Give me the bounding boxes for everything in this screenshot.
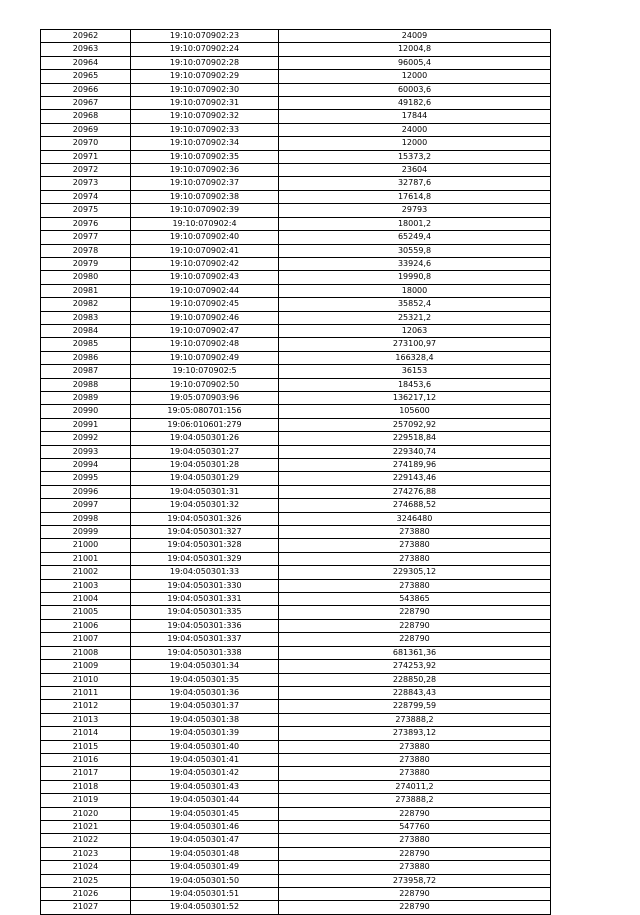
cadastral-number-cell: 19:04:050301:327 [131, 526, 279, 539]
row-number-cell: 21000 [41, 539, 131, 552]
row-number-cell: 20969 [41, 123, 131, 136]
cadastral-number-cell: 19:10:070902:43 [131, 271, 279, 284]
cadastral-number-cell: 19:04:050301:336 [131, 619, 279, 632]
value-cell: 274253,92 [279, 660, 551, 673]
value-cell: 29793 [279, 204, 551, 217]
value-cell: 273888,2 [279, 794, 551, 807]
cadastral-number-cell: 19:10:070902:33 [131, 123, 279, 136]
table-row [41, 351, 551, 364]
value-cell: 229305,12 [279, 566, 551, 579]
row-number-cell: 20999 [41, 526, 131, 539]
row-number-cell: 21011 [41, 686, 131, 699]
cadastral-number-cell: 19:04:050301:31 [131, 485, 279, 498]
value-cell: 273880 [279, 834, 551, 847]
table-row [41, 834, 551, 847]
value-cell: 15373,2 [279, 150, 551, 163]
cadastral-number-cell: 19:04:050301:33 [131, 566, 279, 579]
table-row [41, 231, 551, 244]
row-number-cell: 20992 [41, 432, 131, 445]
table-row [41, 861, 551, 874]
row-number-cell: 21023 [41, 847, 131, 860]
cadastral-number-cell: 19:04:050301:45 [131, 807, 279, 820]
cadastral-number-cell: 19:04:050301:35 [131, 673, 279, 686]
row-number-cell: 21001 [41, 552, 131, 565]
table-row [41, 660, 551, 673]
row-number-cell: 21022 [41, 834, 131, 847]
value-cell: 17844 [279, 110, 551, 123]
table-row [41, 888, 551, 901]
table-row [41, 123, 551, 136]
table-row [41, 727, 551, 740]
table-row [41, 30, 551, 43]
value-cell: 228790 [279, 847, 551, 860]
value-cell: 19990,8 [279, 271, 551, 284]
row-number-cell: 21027 [41, 901, 131, 914]
cadastral-number-cell: 19:04:050301:39 [131, 727, 279, 740]
row-number-cell: 20972 [41, 164, 131, 177]
cadastral-number-cell: 19:04:050301:40 [131, 740, 279, 753]
cadastral-number-cell: 19:04:050301:335 [131, 606, 279, 619]
table-row [41, 338, 551, 351]
row-number-cell: 21002 [41, 566, 131, 579]
value-cell: 17614,8 [279, 190, 551, 203]
value-cell: 228790 [279, 888, 551, 901]
value-cell: 257092,92 [279, 418, 551, 431]
cadastral-number-cell: 19:10:070902:49 [131, 351, 279, 364]
value-cell: 273893,12 [279, 727, 551, 740]
cadastral-number-cell: 19:04:050301:32 [131, 499, 279, 512]
cadastral-number-cell: 19:04:050301:38 [131, 713, 279, 726]
table-row [41, 526, 551, 539]
cadastral-number-cell: 19:10:070902:29 [131, 70, 279, 83]
table-row [41, 70, 551, 83]
cadastral-number-cell: 19:04:050301:37 [131, 700, 279, 713]
table-row [41, 740, 551, 753]
value-cell: 25321,2 [279, 311, 551, 324]
cadastral-number-cell: 19:10:070902:46 [131, 311, 279, 324]
value-cell: 273880 [279, 526, 551, 539]
cadastral-number-cell: 19:10:070902:44 [131, 284, 279, 297]
row-number-cell: 21019 [41, 794, 131, 807]
table-row [41, 807, 551, 820]
value-cell: 273880 [279, 753, 551, 766]
row-number-cell: 20997 [41, 499, 131, 512]
value-cell: 228790 [279, 807, 551, 820]
table-row [41, 177, 551, 190]
cadastral-number-cell: 19:10:070902:48 [131, 338, 279, 351]
row-number-cell: 20968 [41, 110, 131, 123]
cadastral-number-cell: 19:10:070902:28 [131, 56, 279, 69]
row-number-cell: 20962 [41, 30, 131, 43]
row-number-cell: 20970 [41, 137, 131, 150]
row-number-cell: 21016 [41, 753, 131, 766]
table-row [41, 472, 551, 485]
table-row [41, 150, 551, 163]
cadastral-number-cell: 19:04:050301:43 [131, 780, 279, 793]
value-cell: 3246480 [279, 512, 551, 525]
value-cell: 274688,52 [279, 499, 551, 512]
row-number-cell: 21018 [41, 780, 131, 793]
cadastral-number-cell: 19:04:050301:326 [131, 512, 279, 525]
cadastral-number-cell: 19:06:010601:279 [131, 418, 279, 431]
table-row [41, 137, 551, 150]
table-row [41, 579, 551, 592]
cadastral-number-cell: 19:10:070902:34 [131, 137, 279, 150]
table-row [41, 539, 551, 552]
table-row [41, 164, 551, 177]
row-number-cell: 20971 [41, 150, 131, 163]
table-row [41, 432, 551, 445]
row-number-cell: 21005 [41, 606, 131, 619]
cadastral-number-cell: 19:10:070902:36 [131, 164, 279, 177]
value-cell: 229143,46 [279, 472, 551, 485]
table-row [41, 780, 551, 793]
value-cell: 274276,88 [279, 485, 551, 498]
value-cell: 228790 [279, 633, 551, 646]
row-number-cell: 21014 [41, 727, 131, 740]
row-number-cell: 21007 [41, 633, 131, 646]
table-row [41, 673, 551, 686]
table-row [41, 646, 551, 659]
value-cell: 547760 [279, 820, 551, 833]
row-number-cell: 21021 [41, 820, 131, 833]
cadastral-number-cell: 19:04:050301:50 [131, 874, 279, 887]
table-row [41, 405, 551, 418]
table-row [41, 485, 551, 498]
table-row [41, 459, 551, 472]
table-row [41, 365, 551, 378]
cadastral-number-cell: 19:10:070902:39 [131, 204, 279, 217]
cadastral-number-cell: 19:04:050301:41 [131, 753, 279, 766]
row-number-cell: 20982 [41, 298, 131, 311]
value-cell: 18001,2 [279, 217, 551, 230]
value-cell: 228790 [279, 901, 551, 914]
row-number-cell: 20995 [41, 472, 131, 485]
value-cell: 273880 [279, 579, 551, 592]
row-number-cell: 20964 [41, 56, 131, 69]
table-row [41, 552, 551, 565]
table-row [41, 820, 551, 833]
cadastral-number-cell: 19:04:050301:331 [131, 593, 279, 606]
value-cell: 32787,6 [279, 177, 551, 190]
cadastral-number-cell: 19:04:050301:47 [131, 834, 279, 847]
value-cell: 273958,72 [279, 874, 551, 887]
value-cell: 228790 [279, 619, 551, 632]
cadastral-number-cell: 19:10:070902:31 [131, 97, 279, 110]
row-number-cell: 20973 [41, 177, 131, 190]
row-number-cell: 20966 [41, 83, 131, 96]
row-number-cell: 20991 [41, 418, 131, 431]
value-cell: 36153 [279, 365, 551, 378]
table-row [41, 619, 551, 632]
value-cell: 18453,6 [279, 378, 551, 391]
row-number-cell: 21013 [41, 713, 131, 726]
row-number-cell: 20986 [41, 351, 131, 364]
value-cell: 12063 [279, 324, 551, 337]
value-cell: 136217,12 [279, 391, 551, 404]
cadastral-number-cell: 19:04:050301:330 [131, 579, 279, 592]
table-row [41, 767, 551, 780]
row-number-cell: 21012 [41, 700, 131, 713]
value-cell: 228799,59 [279, 700, 551, 713]
cadastral-number-cell: 19:05:080701:156 [131, 405, 279, 418]
row-number-cell: 20985 [41, 338, 131, 351]
cadastral-number-cell: 19:04:050301:36 [131, 686, 279, 699]
row-number-cell: 20990 [41, 405, 131, 418]
cadastral-number-cell: 19:10:070902:24 [131, 43, 279, 56]
value-cell: 24000 [279, 123, 551, 136]
value-cell: 24009 [279, 30, 551, 43]
cadastral-number-cell: 19:04:050301:26 [131, 432, 279, 445]
table-row [41, 298, 551, 311]
row-number-cell: 20980 [41, 271, 131, 284]
table-row [41, 794, 551, 807]
value-cell: 60003,6 [279, 83, 551, 96]
cadastral-number-cell: 19:04:050301:48 [131, 847, 279, 860]
cadastral-number-cell: 19:10:070902:32 [131, 110, 279, 123]
cadastral-number-cell: 19:04:050301:329 [131, 552, 279, 565]
table-row [41, 217, 551, 230]
row-number-cell: 20965 [41, 70, 131, 83]
value-cell: 274189,96 [279, 459, 551, 472]
table-row [41, 324, 551, 337]
table-row [41, 753, 551, 766]
value-cell: 12000 [279, 70, 551, 83]
value-cell: 228843,43 [279, 686, 551, 699]
row-number-cell: 21024 [41, 861, 131, 874]
value-cell: 229340,74 [279, 445, 551, 458]
row-number-cell: 21009 [41, 660, 131, 673]
table-row [41, 378, 551, 391]
cadastral-number-cell: 19:04:050301:49 [131, 861, 279, 874]
value-cell: 30559,8 [279, 244, 551, 257]
row-number-cell: 20974 [41, 190, 131, 203]
row-number-cell: 20967 [41, 97, 131, 110]
row-number-cell: 21006 [41, 619, 131, 632]
cadastral-number-cell: 19:10:070902:38 [131, 190, 279, 203]
cadastral-number-cell: 19:10:070902:40 [131, 231, 279, 244]
value-cell: 166328,4 [279, 351, 551, 364]
cadastral-number-cell: 19:04:050301:44 [131, 794, 279, 807]
table-row [41, 566, 551, 579]
cadastral-number-cell: 19:04:050301:29 [131, 472, 279, 485]
cadastral-number-cell: 19:04:050301:46 [131, 820, 279, 833]
value-cell: 273880 [279, 767, 551, 780]
table-row [41, 593, 551, 606]
value-cell: 543865 [279, 593, 551, 606]
cadastral-number-cell: 19:10:070902:50 [131, 378, 279, 391]
row-number-cell: 20984 [41, 324, 131, 337]
cadastral-number-cell: 19:10:070902:30 [131, 83, 279, 96]
value-cell: 273880 [279, 539, 551, 552]
row-number-cell: 21003 [41, 579, 131, 592]
row-number-cell: 20983 [41, 311, 131, 324]
table-row [41, 391, 551, 404]
cadastral-number-cell: 19:10:070902:37 [131, 177, 279, 190]
table-row [41, 43, 551, 56]
value-cell: 273880 [279, 740, 551, 753]
cadastral-number-cell: 19:10:070902:41 [131, 244, 279, 257]
row-number-cell: 20987 [41, 365, 131, 378]
row-number-cell: 21004 [41, 593, 131, 606]
row-number-cell: 21017 [41, 767, 131, 780]
cadastral-number-cell: 19:10:070902:4 [131, 217, 279, 230]
value-cell: 12000 [279, 137, 551, 150]
value-cell: 12004,8 [279, 43, 551, 56]
value-cell: 274011,2 [279, 780, 551, 793]
row-number-cell: 21025 [41, 874, 131, 887]
cadastral-number-cell: 19:10:070902:35 [131, 150, 279, 163]
row-number-cell: 20996 [41, 485, 131, 498]
table-row [41, 713, 551, 726]
cadastral-number-cell: 19:04:050301:328 [131, 539, 279, 552]
value-cell: 35852,4 [279, 298, 551, 311]
cadastral-number-cell: 19:10:070902:5 [131, 365, 279, 378]
table-row [41, 686, 551, 699]
value-cell: 273880 [279, 552, 551, 565]
cadastral-number-cell: 19:04:050301:52 [131, 901, 279, 914]
table-row [41, 257, 551, 270]
row-number-cell: 20975 [41, 204, 131, 217]
row-number-cell: 20963 [41, 43, 131, 56]
table-row [41, 512, 551, 525]
cadastral-number-cell: 19:10:070902:23 [131, 30, 279, 43]
row-number-cell: 20979 [41, 257, 131, 270]
cadastral-number-cell: 19:04:050301:28 [131, 459, 279, 472]
value-cell: 49182,6 [279, 97, 551, 110]
table-row [41, 418, 551, 431]
row-number-cell: 20988 [41, 378, 131, 391]
row-number-cell: 20977 [41, 231, 131, 244]
data-table [40, 29, 551, 915]
table-row [41, 284, 551, 297]
table-row [41, 499, 551, 512]
row-number-cell: 20993 [41, 445, 131, 458]
table-row [41, 700, 551, 713]
value-cell: 18000 [279, 284, 551, 297]
row-number-cell: 20981 [41, 284, 131, 297]
table-row [41, 244, 551, 257]
cadastral-number-cell: 19:10:070902:45 [131, 298, 279, 311]
row-number-cell: 20978 [41, 244, 131, 257]
row-number-cell: 21026 [41, 888, 131, 901]
table-row [41, 56, 551, 69]
value-cell: 273100,97 [279, 338, 551, 351]
table-row [41, 606, 551, 619]
value-cell: 273880 [279, 861, 551, 874]
value-cell: 228790 [279, 606, 551, 619]
table-body [41, 30, 551, 915]
table-row [41, 901, 551, 914]
cadastral-number-cell: 19:05:070903:96 [131, 391, 279, 404]
cadastral-number-cell: 19:04:050301:51 [131, 888, 279, 901]
table-row [41, 633, 551, 646]
table-row [41, 874, 551, 887]
table-row [41, 190, 551, 203]
row-number-cell: 21010 [41, 673, 131, 686]
cadastral-number-cell: 19:04:050301:338 [131, 646, 279, 659]
value-cell: 33924,6 [279, 257, 551, 270]
row-number-cell: 20989 [41, 391, 131, 404]
table-row [41, 97, 551, 110]
value-cell: 228850,28 [279, 673, 551, 686]
row-number-cell: 21015 [41, 740, 131, 753]
table-row [41, 83, 551, 96]
table-row [41, 847, 551, 860]
value-cell: 229518,84 [279, 432, 551, 445]
cadastral-number-cell: 19:04:050301:337 [131, 633, 279, 646]
value-cell: 105600 [279, 405, 551, 418]
cadastral-number-cell: 19:04:050301:42 [131, 767, 279, 780]
table-row [41, 311, 551, 324]
value-cell: 96005,4 [279, 56, 551, 69]
row-number-cell: 21008 [41, 646, 131, 659]
row-number-cell: 21020 [41, 807, 131, 820]
value-cell: 65249,4 [279, 231, 551, 244]
table-row [41, 204, 551, 217]
cadastral-number-cell: 19:10:070902:42 [131, 257, 279, 270]
value-cell: 23604 [279, 164, 551, 177]
cadastral-number-cell: 19:10:070902:47 [131, 324, 279, 337]
table-row [41, 271, 551, 284]
cadastral-number-cell: 19:04:050301:34 [131, 660, 279, 673]
row-number-cell: 20994 [41, 459, 131, 472]
row-number-cell: 20976 [41, 217, 131, 230]
cadastral-number-cell: 19:04:050301:27 [131, 445, 279, 458]
table-row [41, 110, 551, 123]
value-cell: 273888,2 [279, 713, 551, 726]
value-cell: 681361,36 [279, 646, 551, 659]
table-row [41, 445, 551, 458]
row-number-cell: 20998 [41, 512, 131, 525]
